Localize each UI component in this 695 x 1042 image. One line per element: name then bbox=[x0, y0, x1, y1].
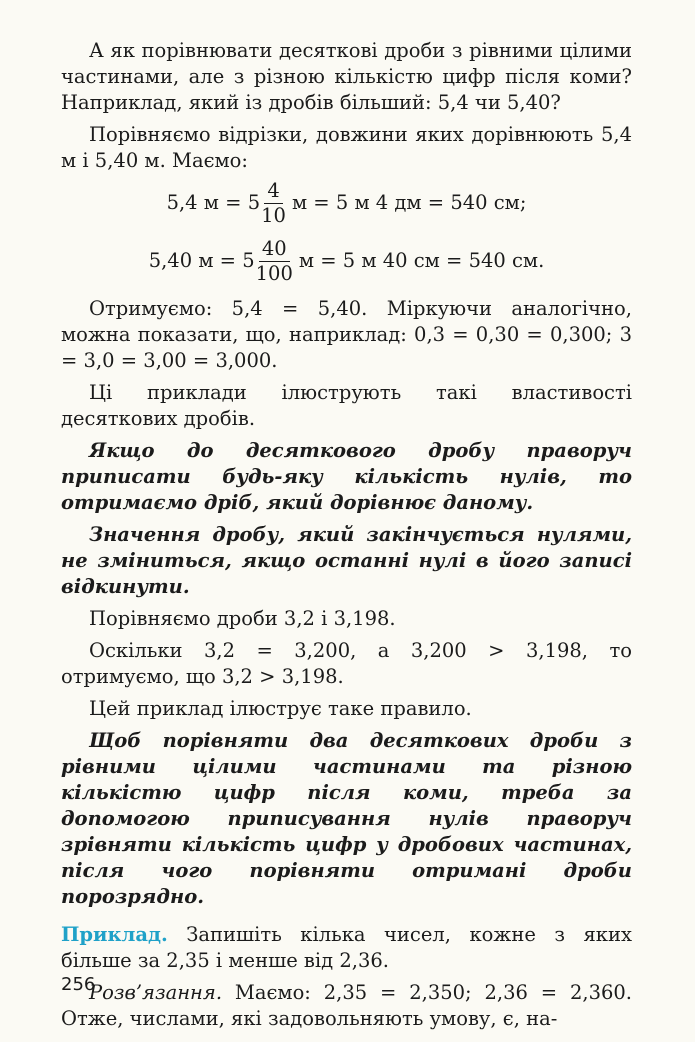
compare-fractions-paragraph: Порівняємо дроби 3,2 і 3,198. bbox=[89, 607, 396, 630]
equation-left: 5,4 м = 5 bbox=[166, 191, 261, 214]
fraction-denominator: 100 bbox=[255, 261, 293, 285]
example-label: Приклад. bbox=[61, 923, 168, 946]
equation-right: м = 5 м 40 см = 540 см. bbox=[298, 249, 545, 272]
equation-right: м = 5 м 4 дм = 540 см; bbox=[291, 191, 527, 214]
equation-left: 5,40 м = 5 bbox=[148, 249, 255, 272]
fraction bbox=[256, 237, 293, 286]
fraction bbox=[261, 179, 286, 228]
rule-append-zeros: Якщо до десяткового дробу праворуч приписати будь-яку кількість нулів, то отримаємо дріб, який дорівнює даному. bbox=[61, 439, 632, 514]
properties-intro-paragraph: Ці приклади ілюструють такі властивості десяткових дробів. bbox=[61, 381, 632, 430]
page-number: 256 bbox=[61, 974, 96, 995]
fraction-numerator: 40 bbox=[259, 237, 290, 262]
example-text: Запишіть кілька чисел, кожне з яких більше за 2,35 і менше від 2,36. bbox=[61, 923, 632, 972]
equation-5-4 bbox=[61, 174, 632, 232]
fraction-denominator: 10 bbox=[261, 203, 286, 227]
solution-paragraph bbox=[61, 980, 632, 1032]
solution-text: Маємо: 2,35 = 2,350; 2,36 = 2,360. Отже, числами, які задовольняють умову, є, на- bbox=[61, 981, 632, 1030]
compare-segments-paragraph: Порівняємо відрізки, довжини яких дорівнюють 5,4 м і 5,40 м. Маємо: bbox=[61, 123, 632, 172]
result-paragraph: Отримуємо: 5,4 = 5,40. Міркуючи аналогічно, можна показати, що, наприклад: 0,3 = 0,30 = 0,300; 3 = 3,0 = 3,00 = 3,000. bbox=[61, 297, 632, 372]
equation-5-40 bbox=[61, 232, 632, 290]
page-content bbox=[61, 38, 632, 1032]
rule-drop-zeros: Значення дробу, який закінчується нулями, не зміниться, якщо останні нулі в його записі відкинути. bbox=[61, 523, 632, 598]
solution-label: Розв’язання. bbox=[89, 981, 223, 1004]
rule-compare-decimals: Щоб порівняти два десяткових дроби з рівними цілими частинами та різною кількістю цифр після коми, треба за допомогою приписування нулів праворуч зрівняти кількість цифр у дробових частинах, після чого порівняти отримані дроби порозрядно. bbox=[61, 729, 632, 908]
intro-paragraph: А як порівнювати десяткові дроби з рівними цілими частинами, але з різною кількістю цифр після коми? Наприклад, який із дробів більший: 5,4 чи 5,40? bbox=[61, 39, 632, 114]
rule-intro-paragraph: Цей приклад ілюструє таке правило. bbox=[89, 697, 472, 720]
example-paragraph bbox=[61, 922, 632, 974]
fraction-numerator: 4 bbox=[264, 179, 282, 204]
since-paragraph: Оскільки 3,2 = 3,200, а 3,200 > 3,198, то отримуємо, що 3,2 > 3,198. bbox=[61, 639, 632, 688]
